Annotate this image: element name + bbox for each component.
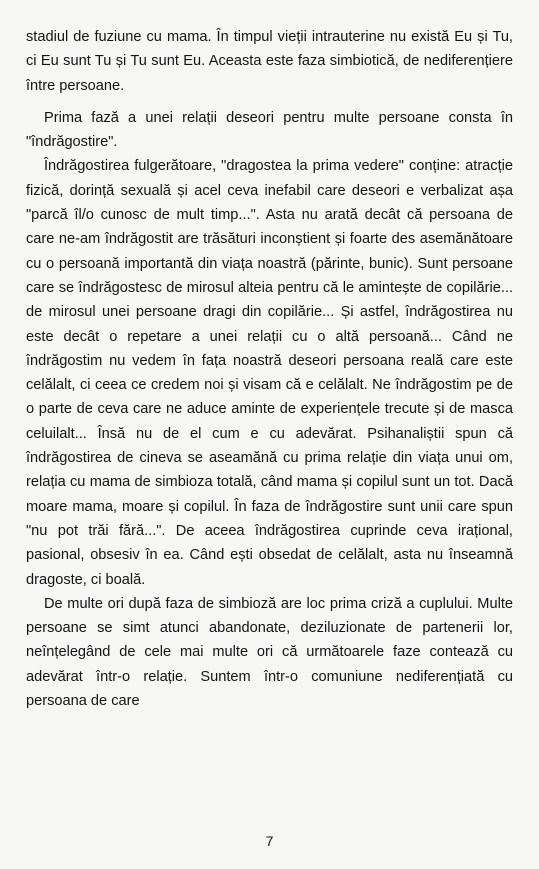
paragraph-3: Îndrăgostirea fulgerătoare, "dragostea la prima vedere" conține: atracție fizică, dorință sexuală și acel ceva inefabil care deseori e verbalizat așa "parcă îl/o cunosc de mult timp...". Asta nu arată decât că persoana de care ne-am îndrăgostit are trăsături inconștient și foarte des asemănătoare cu o persoană importantă din viața noastră (părinte, bunic). Sunt persoane care se îndrăgostesc de mirosul alteia pentru că le amintește de copilărie... de mirosul unei persoane dragi din copilărie... Și astfel, îndrăgostirea nu este decât o repetare a unei relații cu o altă persoană... Când ne îndrăgostim nu vedem în fața noastră deseori persoana reală care este celălalt, ci ceea ce credem noi și visam că e celălalt. Ne îndrăgostim pe de o parte de ceva care ne aduce aminte de experiențele trecute și de masca celuilalt... Însă nu de el cum e cu adevărat. Psihanaliștii spun că îndrăgostirea de cineva se aseamănă cu prima relație din viața unui om, relația cu mama de simbioza totală, când mama și copilul sunt un tot. Dacă moare mama, moare și copilul. În faza de îndrăgostire sunt unii care spun "nu pot trăi fără...". De aceea îndrăgostirea cuprinde ceva irațional, pasional, obsesiv în ea. Când ești obsedat de celălalt, asta nu înseamnă dragoste, ci boală. xyxy=(26,158,513,588)
paragraph-2: Prima fază a unei relații deseori pentru multe persoane consta în "îndrăgostire". xyxy=(26,109,513,151)
body-text xyxy=(26,25,513,713)
paragraph-1: stadiul de fuziune cu mama. În timpul vieții intrauterine nu există Eu și Tu, ci Eu sunt Tu și Tu sunt Eu. Aceasta este faza simbiotică, de nediferențiere între persoane. xyxy=(26,29,513,94)
page-number: 7 xyxy=(265,833,274,849)
paragraph-4: De multe ori după faza de simbioză are loc prima criză a cuplului. Multe persoane se simt atunci abandonate, deziluzionate de partenerii lor, neînțelegând de cele mai multe ori că următoarele faze contează cu adevărat într-o relație. Suntem într-o comuniune nediferențiată cu persoana de care xyxy=(26,595,513,710)
